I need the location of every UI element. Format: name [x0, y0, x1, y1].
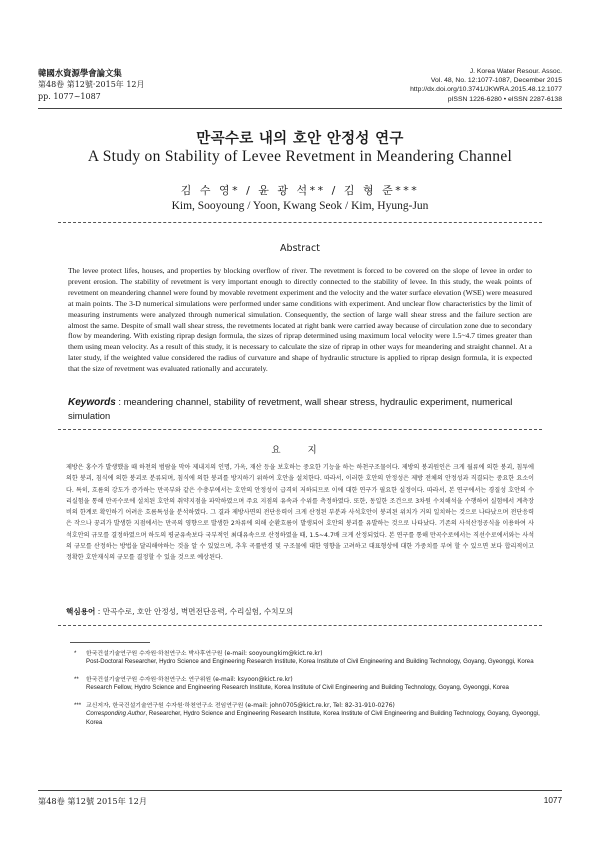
- doi-link[interactable]: http://dx.doi.org/10.3741/JKWRA.2015.48.12.1077: [410, 86, 562, 94]
- footnote-1: [74, 650, 544, 667]
- authors-en: Kim, Sooyoung / Yoon, Kwang Seok / Kim, Hyung-Jun: [171, 200, 429, 212]
- footnote-rule: [70, 642, 150, 643]
- footnote-mark: **: [74, 676, 79, 683]
- footnote-en: Research Fellow, Hydro Science and Engineering Research Institute, Korea Institute of Civil Engineering and Building Technology, Goyang, Gyeonggi, Korea: [86, 684, 509, 692]
- footnote-ko: 교신저자, 한국건설기술연구원 수자원·하천연구소 전임연구원 (e-mail: john0705@kict.re.kr, Tel: 82-31-910-0276): [86, 703, 395, 709]
- journal-name-ko: 韓國水資源學會論文集: [38, 68, 122, 78]
- volume-ko: 第48卷 第12號·2015年 12月: [38, 80, 145, 89]
- divider-dashed: [58, 429, 542, 430]
- page-range: pp. 1077~1087: [38, 92, 101, 101]
- journal-name-en: J. Korea Water Resour. Assoc.: [469, 68, 562, 75]
- keywords-text: : meandering channel, stability of revetment, wall shear stress, hydraulic experiment, numerical simulation: [68, 396, 513, 421]
- journal-header-left: [38, 67, 145, 103]
- yoji-heading: 요 지: [271, 445, 329, 456]
- footnote-2: [74, 676, 544, 693]
- journal-header-right: [410, 67, 562, 104]
- page-number: 1077: [543, 796, 562, 805]
- keywords-label: Keywords: [68, 397, 116, 408]
- footnote-3: [74, 702, 544, 727]
- footnote-role: Corresponding Author: [86, 710, 146, 718]
- footnote-en: Corresponding Author, Researcher, Hydro Science and Engineering Research Institute, Korea Institute of Civil Engineering and Building Technology, Goyang, Gyeonggi, Korea: [86, 710, 540, 726]
- keywords: [68, 396, 532, 422]
- divider-dashed: [58, 625, 542, 626]
- authors-ko: 김 수 영* / 윤 광 석** / 김 형 준***: [180, 184, 420, 197]
- issn: pISSN 1226-6280 • eISSN 2287-6138: [447, 95, 562, 103]
- footnote-ko: 한국건설기술연구원 수자원·하천연구소 박사후연구원 (e-mail: sooyoungkim@kict.re.kr): [86, 651, 323, 657]
- footer-rule: [38, 790, 562, 791]
- abstract-heading: Abstract: [280, 243, 320, 254]
- footnote-mark: *: [74, 650, 77, 657]
- core-keywords-text: : 만곡수로, 호안 안정성, 벽면전단응력, 수리실험, 수치모의: [97, 607, 294, 616]
- paper-title-en: A Study on Stability of Levee Revetment in Meandering Channel: [87, 148, 513, 165]
- core-keywords-label: 핵심용어: [66, 607, 96, 616]
- header-rule: [38, 108, 562, 109]
- core-keywords: [66, 606, 534, 617]
- footnote-ko: 한국건설기술연구원 수자원·하천연구소 연구위원 (e-mail: ksyoon@kict.re.kr): [86, 677, 293, 683]
- yoji-text: 제방은 홍수가 발생했을 때 하천의 범람을 막아 제내지의 인명, 가옥, 재산 등을 보호하는 중요한 기능을 하는 하천구조물이다. 제방의 붕괴원인은 크게 월류에 의한 붕괴, 침투에 의한 붕괴, 침식에 의한 붕괴로 분류되며, 침식에 의한 붕괴를 방지하기 위하여 호안을 설치한다. 따라서, 이러한 호안의 안정성은 제방 전체의 안정성과 직결되는 중요한 요소이다. 특히, 흐름의 강도가 증가하는 만곡부와 같은 수충부에서는 호안의 안정성이 급격히 저하되므로 이에 대한 연구가 필요한 실정이다. 따라서, 본 연구에서는 경질성 호안의 수리실험을 통해 만곡수로에 설치된 호안의 취약지점을 파악하였으며 주요 지점의 유속과 수위를 측정하였다. 또한, 동일한 조건으로 3차원 수치해석을 수행하여 실험에서 계측장비의 한계로 확인하기 어려운 흐름특성을 분석하였다. 그 결과 제방사면의 전단응력이 크게 산정된 부분과 사석호안이 붕괴된 위치가 거의 일치하는 것으로 나타났으며 전단응력은 작으나 꿍괴가 발생한 지점에서는 만곡의 영향으로 발생한 2차류에 의해 순환흐름이 발생되어 호안의 붕괴를 유발하는 것으로 나타났다. 기존의 사석산정공식을 이용하여 사석호안의 규모를 결정하였으며 하도의 평균유속보다 국부적인 최대유속으로 산정하였을 때, 1.5~4.7배 크게 산정되었다. 본 연구를 통해 만곡수로에서는 직선수로에서와는 사석의 규모를 산정하는 방법을 달리해야하는 것을 알 수 있었으며, 추후 곡률반경 및 구조물에 대한 영향을 고려하고 대표형상에 대한 가중치를 부여 할 수 있으면 보다 합리적이고 정확한 호안재식의 규모를 결정할 수 있을 것으로 예상된다.: [66, 464, 534, 562]
- volume-en: Vol. 48, No. 12:1077-1087, December 2015: [430, 77, 562, 85]
- abstract-text: The levee protect lifes, houses, and properties by blocking overflow of river. The revetment is forced to be covered on the slope of levee in order to prevent erosion. The stability of revetment is very important enough to directly connected to the stability of levee. In this study, the weak points of revetment on meandering channel were found by movable revetment experiment and the velocity and the water surface elevation (WSE) were measured at main points. The 3-D numerical simulations were performed under same conditions with experiment. And unclear flow characteristics by the limit of measuring instruments were analyzed through numerical simulation. Consequently, the section of large wall shear stress and the failure section are almost the same. Despite of small wall shear stress, the revetments located at right bank were carried away because of circulation zone due to secondary flow by meandering. With existing riprap design formula, the sizes of riprap determined using maximum local velocity were 1.5~4.7 times greater than them using mean velocity. As a result of this study, it is necessary to calculate the size of riprap in other ways for meandering and straight channel. At a later study, if the weighted value considered the radius of curvature and shape of hydraulic structure is applied to riprap design formula, it is expected that the size of revetment was evaluated rationally and accurately.: [68, 266, 532, 374]
- paper-title-ko: 만곡수로 내의 호안 안정성 연구: [196, 131, 404, 147]
- footnote-mark: ***: [74, 702, 82, 709]
- footer-volume: 第48卷 第12號 2015年 12月: [38, 796, 148, 806]
- footnote-en: Post-Doctoral Researcher, Hydro Science and Engineering Research Institute, Korea Institute of Civil Engineering and Building Technology, Goyang, Gyeonggi, Korea: [86, 658, 534, 666]
- divider-dashed: [58, 222, 542, 223]
